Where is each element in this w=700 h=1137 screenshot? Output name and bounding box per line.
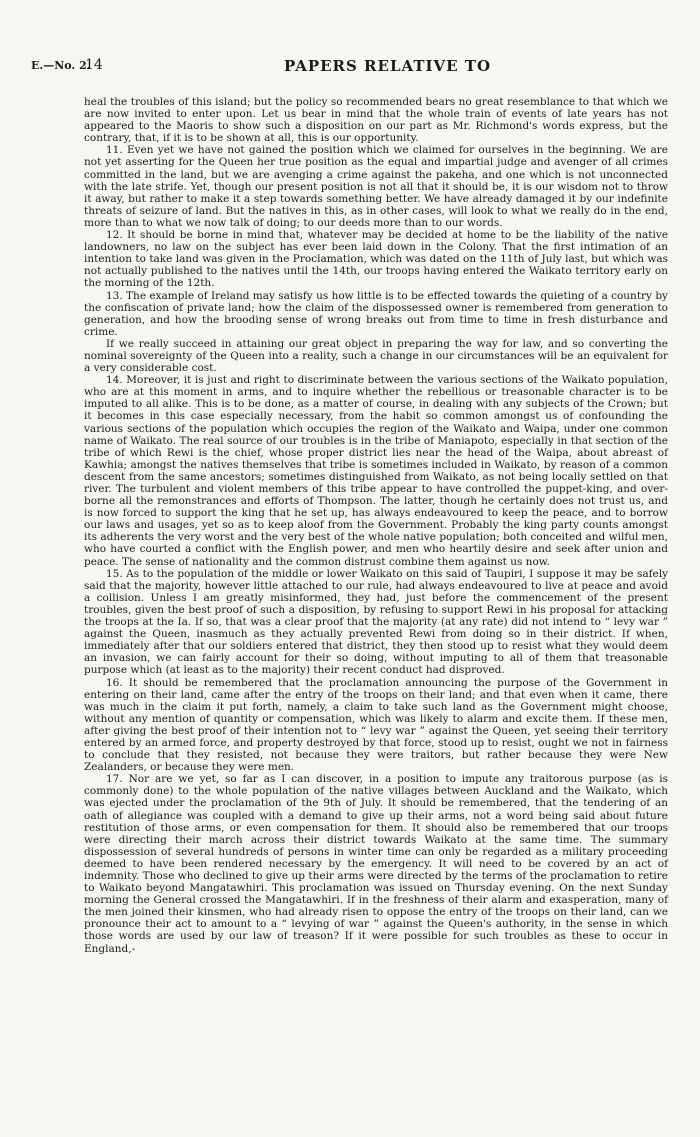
paragraph-11: 11. Even yet we have not gained the position which we claimed for ourselves in the beginning. We are not yet asserting for the Queen her true position as the equal and impartial judge and avenger of all crimes committed in the land, but we are avenging a crime against the pakeha, and one which is not unconnected with the late strife. Yet, though our present position is not all that it should be, it is our wisdom not to throw it away, but rather to make it a step towards something better. We have already damaged it by our indefinite threats of seizure of land. But the natives in this, as in other cases, will look to what we really do in the end, more than to what we now talk of doing; to our deeds more than to our words. (84, 144, 668, 229)
document-reference: E.—No. 2. (31, 59, 91, 72)
paragraph-continuation: heal the troubles of this island; but the policy so recommended bears no great resemblance to that which we are now invited to enter upon. Let us bear in mind that the whole train of events of late years has not appeared to the Maoris to show such a disposition on our part as Mr. Richmond's words express, but the contrary, that, if it is to be shown at all, this is our opportunity. (84, 96, 668, 145)
paragraph-16: 16. It should be remembered that the proclamation announcing the purpose of the Government in entering on their land, came after the entry of the troops on their land; and that even when it came, there was much in the claim it put forth, namely, a claim to take such land as the Government might choose, without any mention of quantity or compensation, which was likely to alarm and excite them. If these men, after giving the best proof of their intention not to “ levy war ” against the Queen, yet seeing their territory entered by an armed force, and property destroyed by that force, stood up to resist, ought we not in fairness to conclude that they resisted, not because they were traitors, but rather because they were New Zealanders, or because they were men. (84, 676, 668, 774)
page-header (0, 57, 700, 81)
body-text (84, 96, 668, 955)
paragraph-12: 12. It should be borne in mind that, whatever may be decided at home to be the liability of the native landowners, no law on the subject has ever been laid down in the Colony. That the first intimation of an intention to take land was given in the Proclamation, which was dated on the 11th of July last, but which was not actually published to the natives until the 14th, our troops having entered the Waikato territory early on the morning of the 12th. (84, 229, 668, 290)
paragraph-14: 14. Moreover, it is just and right to discriminate between the various sections of the Waikato population, who are at this moment in arms, and to inquire whether the rebellious or treasonable character is to be imputed to all alike. This is to be done, as a matter of course, in dealing with any subjects of the Crown; but it becomes in this case especially necessary, from the habit so common amongst us of confounding the various sections of the population which occupies the region of the Waikato and Waipa, under one common name of Waikato. The real source of our troubles is in the tribe of Maniapoto, especially in that section of the tribe of which Rewi is the chief, whose proper district lies near the head of the Waipa, about abreast of Kawhia; amongst the natives themselves that tribe is sometimes included in Waikato, by reason of a common descent from the same ancestors; sometimes distinguished from Waikato, as not being locally settled on that river. The turbulent and violent members of this tribe appear to have controlled the puppet-king, and over-borne all the remonstrances and efforts of Thompson. The latter, though he certainly does not trust us, and is now forced to support the king that he set up, has always endeavoured to keep the peace, and to borrow our laws and usages, yet so as to keep aloof from the Government. Probably the king party counts amongst its adherents the very worst and the very best of the whole native population; both conceited and wilful men, who have courted a conflict with the English power, and men who heartily desire and seek after union and peace. The sense of nationality and the common distrust combine them against us now. (84, 374, 668, 568)
paragraph-13-cont: If we really succeed in attaining our great object in preparing the way for law, and so converting the nominal sovereignty of the Queen into a reality, such a change in our circumstances will be an equivalent for a very considerable cost. (84, 337, 668, 375)
paragraph-17: 17. Nor are we yet, so far as I can discover, in a position to impute any traitorous purpose (as is commonly done) to the whole population of the native villages between Auckland and the Waikato, which was ejected under the proclamation of the 9th of July. It should be remembered, that the tendering of an oath of allegiance was coupled with a demand to give up their arms, not a word being said about future restitution of those arms, or even compensation for them. It should also be remembered that our troops were directing their march across their district towards Waikato at the same time. The summary dispossession of several hundreds of persons in winter time can only be regarded as a military proceeding deemed to have been rendered necessary by the emergency. It will need to be covered by an act of indemnity. Those who declined to give up their arms were directed by the terms of the proclamation to retire to Waikato beyond Mangatawhiri. This proclamation was issued on Thursday evening. On the next Sunday morning the General crossed the Mangatawhiri. If in the freshness of their alarm and exasperation, many of the men joined their kinsmen, who had already risen to oppose the entry of the troops on their land, can we pronounce their act to amount to a “ levying of war ” against the Queen's authority, in the sense in which those words are used by our law of treason? If it were possible for such troubles as these to occur in England,- (84, 773, 668, 955)
paragraph-13: 13. The example of Ireland may satisfy us how little is to be effected towards the quieting of a country by the confiscation of private land; how the claim of the dispossessed owner is remembered from generation to generation, and how the brooding sense of wrong breaks out from time to time in fresh disturbance and crime. (84, 289, 668, 338)
running-title: PAPERS RELATIVE TO (284, 57, 492, 75)
page-number: 14 (85, 57, 103, 73)
paragraph-15: 15. As to the population of the middle or lower Waikato on this said of Taupiri, I suppose it may be safely said that the majority, however little attached to our rule, had always endeavoured to live at peace and avoid a collision. Unless I am greatly misinformed, they had, just before the commencement of the present troubles, given the best proof of such a disposition, by refusing to support Rewi in his proposal for attacking the troops at the Ia. If so, that was a clear proof that the majority (at any rate) did not intend to “ levy war ” against the Queen, inasmuch as they actually prevented Rewi from doing so in their district. If when, immediately after that our soldiers entered that district, they then stood up to resist what they would deem an invasion, we can fairly account for their so doing, without imputing to all of them that treasonable purpose which (at least as to the majority) their recent conduct had disproved. (84, 567, 668, 677)
